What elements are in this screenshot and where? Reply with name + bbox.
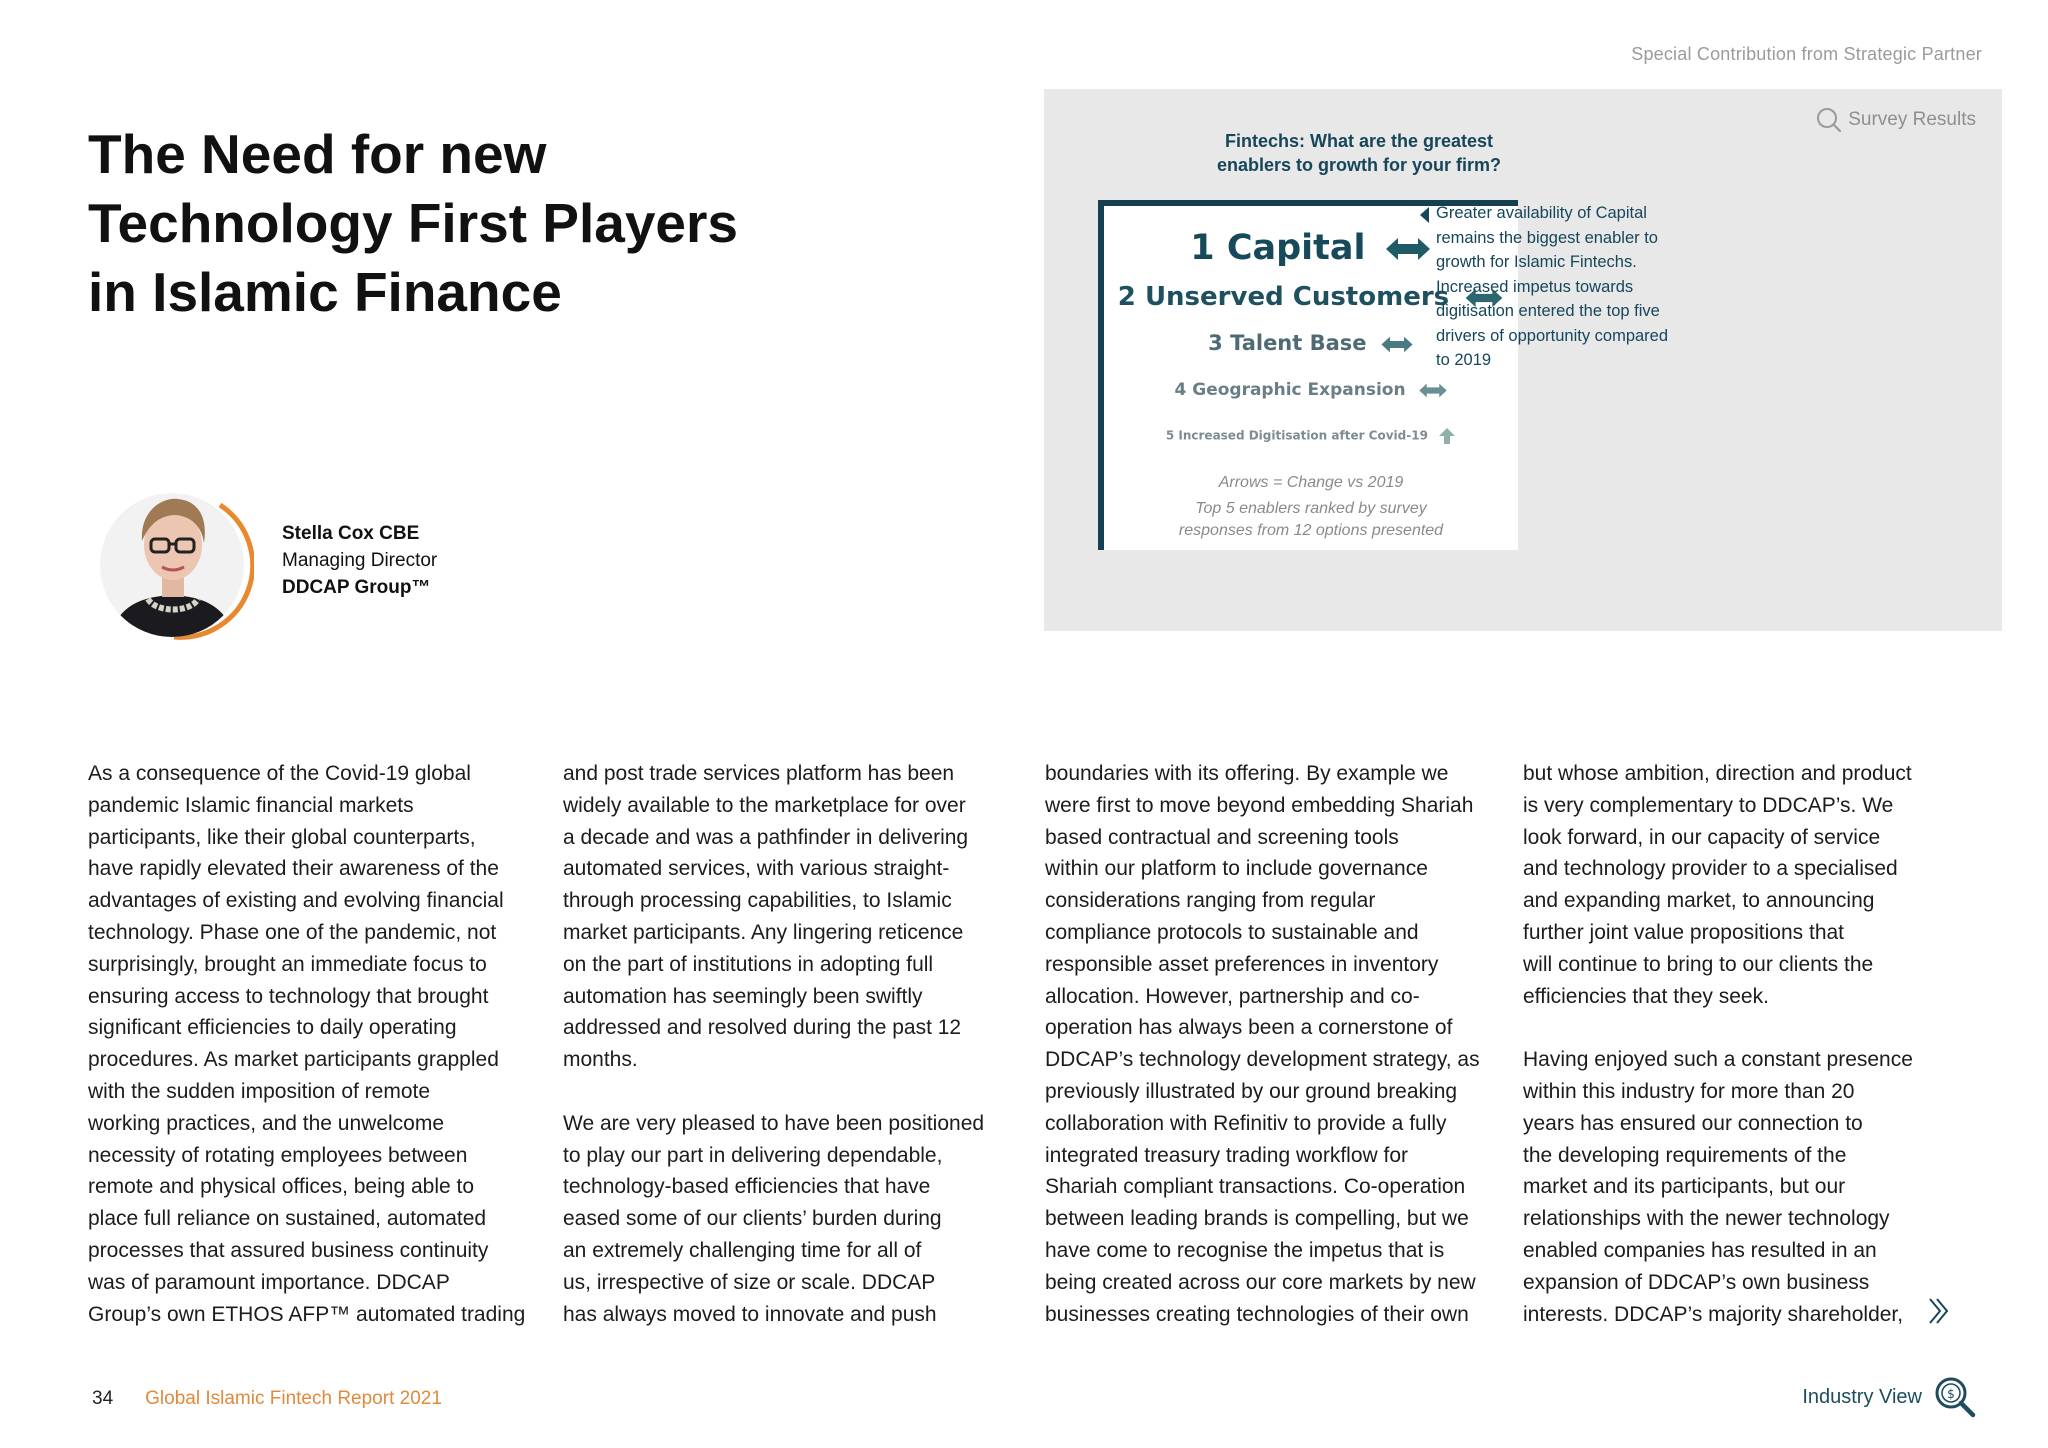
paragraph bbox=[1523, 1044, 1983, 1330]
footer-left bbox=[92, 1388, 442, 1410]
text-line: As a consequence of the Covid-19 global bbox=[88, 762, 471, 785]
text-line: look forward, in our capacity of service bbox=[1523, 825, 1881, 849]
text-line: relationships with the newer technology bbox=[1523, 1207, 1890, 1231]
survey-note bbox=[1436, 201, 1736, 373]
text-line: technology-based efficiencies that have bbox=[563, 1175, 931, 1199]
text-line: is very complementary to DDCAP’s. We bbox=[1523, 793, 1894, 817]
author-block bbox=[282, 520, 437, 601]
text-line: were first to move beyond embedding Shariah bbox=[1045, 793, 1474, 817]
survey-tag bbox=[1816, 107, 1976, 133]
text-line: within our platform to include governance bbox=[1045, 857, 1428, 881]
rank-label: 5 Increased Digitisation after Covid-19 bbox=[1165, 428, 1428, 443]
body-column-2 bbox=[563, 758, 1023, 1330]
text-line: eased some of our clients’ burden during bbox=[563, 1207, 942, 1231]
body-column-1 bbox=[88, 758, 548, 1330]
body-column-4 bbox=[1523, 758, 1983, 1330]
text-line: allocation. However, partnership and co- bbox=[1045, 984, 1420, 1008]
rank-label: 4 Geographic Expansion bbox=[1174, 380, 1406, 400]
text-line: on the part of institutions in adopting full bbox=[563, 952, 934, 976]
text-line: previously illustrated by our ground breaking bbox=[1045, 1079, 1458, 1103]
note-line: drivers of opportunity compared bbox=[1436, 326, 1669, 345]
question-line: Fintechs: What are the greatest bbox=[1224, 131, 1494, 151]
author-company: DDCAP Group™ bbox=[282, 577, 431, 598]
text-line: was of paramount importance. DDCAP bbox=[88, 1270, 450, 1294]
page-number: 34 bbox=[92, 1388, 114, 1409]
paragraph bbox=[1523, 758, 1983, 1012]
text-line: market participants. Any lingering reticence bbox=[563, 920, 964, 944]
text-line: Group’s own ETHOS AFP™ automated trading bbox=[88, 1302, 526, 1326]
text-line: has always moved to innovate and push bbox=[563, 1302, 937, 1326]
survey-panel bbox=[1044, 89, 2002, 631]
text-line: DDCAP’s technology development strategy, as bbox=[1045, 1048, 1480, 1072]
rank-label: 2 Unserved Customers bbox=[1117, 282, 1450, 312]
text-line: ensuring access to technology that brought bbox=[88, 984, 489, 1008]
paragraph bbox=[88, 758, 548, 1330]
text-line: market and its participants, but our bbox=[1523, 1175, 1846, 1199]
question-line: enablers to growth for your firm? bbox=[1216, 155, 1502, 175]
rank-label: 1 Capital bbox=[1190, 228, 1366, 268]
text-line: working practices, and the unwelcome bbox=[88, 1111, 445, 1135]
rank-label: 3 Talent Base bbox=[1208, 331, 1367, 355]
paragraph bbox=[563, 758, 1023, 1076]
text-line: being created across our core markets by new bbox=[1045, 1270, 1476, 1294]
text-line: operation has always been a cornerstone of bbox=[1045, 1016, 1453, 1040]
text-line: place full reliance on sustained, automated bbox=[88, 1207, 487, 1231]
text-line: with the sudden imposition of remote bbox=[88, 1079, 431, 1103]
text-line: remote and physical offices, being able to bbox=[88, 1175, 475, 1199]
text-line: procedures. As market participants grappled bbox=[88, 1048, 499, 1072]
pointer-triangle-icon bbox=[1420, 207, 1429, 223]
text-line: enabled companies has resulted in an bbox=[1523, 1238, 1877, 1262]
text-line: collaboration with Refinitiv to provide a fully bbox=[1045, 1111, 1447, 1135]
rank-item bbox=[1104, 427, 1518, 445]
author-avatar bbox=[98, 487, 254, 643]
text-line: Having enjoyed such a constant presence bbox=[1523, 1048, 1913, 1072]
text-line: years has ensured our connection to bbox=[1523, 1111, 1863, 1135]
title-line: The Need for new bbox=[88, 123, 547, 185]
text-line: the developing requirements of the bbox=[1523, 1143, 1847, 1167]
text-line: integrated treasury trading workflow for bbox=[1045, 1143, 1408, 1167]
text-line: an extremely challenging time for all of bbox=[563, 1238, 922, 1262]
section-note: Special Contribution from Strategic Partner bbox=[1631, 44, 1982, 64]
double-arrow-icon bbox=[1380, 335, 1414, 354]
body-column-3 bbox=[1045, 758, 1505, 1330]
author-role: Managing Director bbox=[282, 550, 438, 571]
note-line: remains the biggest enabler to bbox=[1436, 228, 1658, 247]
double-arrow-icon bbox=[1418, 382, 1448, 399]
text-line: interests. DDCAP’s majority shareholder, bbox=[1523, 1302, 1904, 1326]
text-line: widely available to the marketplace for over bbox=[563, 793, 966, 817]
text-line: and post trade services platform has been bbox=[563, 762, 955, 785]
text-line: and technology provider to a specialised bbox=[1523, 857, 1898, 881]
text-line: considerations ranging from regular bbox=[1045, 889, 1376, 913]
text-line: but whose ambition, direction and product bbox=[1523, 762, 1912, 785]
text-line: processes that assured business continuity bbox=[88, 1238, 489, 1262]
text-line: months. bbox=[563, 1048, 638, 1072]
text-line: based contractual and screening tools bbox=[1045, 825, 1399, 849]
text-line: necessity of rotating employees between bbox=[88, 1143, 468, 1167]
magnifier-coin-icon bbox=[1934, 1376, 1976, 1418]
text-line: technology. Phase one of the pandemic, not bbox=[88, 920, 497, 944]
text-line: and expanding market, to announcing bbox=[1523, 889, 1875, 913]
text-line: expansion of DDCAP’s own business bbox=[1523, 1270, 1870, 1294]
text-line: pandemic Islamic financial markets bbox=[88, 793, 414, 817]
text-line: surprisingly, brought an immediate focus to bbox=[88, 952, 487, 976]
text-line: significant efficiencies to daily operating bbox=[88, 1016, 457, 1040]
text-line: We are very pleased to have been positioned bbox=[563, 1111, 985, 1135]
magnifier-icon bbox=[1816, 107, 1842, 133]
text-line: businesses creating technologies of their own bbox=[1045, 1302, 1469, 1326]
text-line: through processing capabilities, to Islamic bbox=[563, 889, 952, 913]
legend-text: Arrows = Change vs 2019 bbox=[1218, 474, 1404, 491]
legend-line: responses from 12 options presented bbox=[1178, 522, 1444, 539]
text-line: responsible asset preferences in inventory bbox=[1045, 952, 1439, 976]
text-line: have come to recognise the impetus that is bbox=[1045, 1238, 1445, 1262]
text-line: boundaries with its offering. By example we bbox=[1045, 762, 1449, 785]
text-line: addressed and resolved during the past 12 bbox=[563, 1016, 962, 1040]
text-line: Shariah compliant transactions. Co-operation bbox=[1045, 1175, 1466, 1199]
text-line: efficiencies that they seek. bbox=[1523, 984, 1769, 1008]
survey-tag-label: Survey Results bbox=[1848, 109, 1976, 130]
rank-item bbox=[1104, 380, 1518, 400]
text-line: to play our part in delivering dependable, bbox=[563, 1143, 943, 1167]
legend-line: Top 5 enablers ranked by survey bbox=[1195, 500, 1427, 517]
text-line: have rapidly elevated their awareness of the bbox=[88, 857, 499, 881]
paragraph bbox=[1045, 758, 1505, 1330]
double-chevron-right-icon[interactable] bbox=[1926, 1296, 1952, 1326]
svg-text:$: $ bbox=[1947, 1387, 1955, 1401]
note-line: growth for Islamic Fintechs. bbox=[1436, 253, 1637, 271]
text-line: compliance protocols to sustainable and bbox=[1045, 920, 1419, 944]
text-line: will continue to bring to our clients the bbox=[1523, 952, 1874, 976]
title-line: in Islamic Finance bbox=[88, 261, 562, 323]
section-label: Industry View bbox=[1802, 1385, 1922, 1408]
note-line: Increased impetus towards bbox=[1436, 277, 1634, 296]
title-line: Technology First Players bbox=[88, 192, 739, 254]
text-line: automated services, with various straight- bbox=[563, 857, 950, 881]
footer-right bbox=[1802, 1376, 1976, 1418]
text-line: us, irrespective of size or scale. DDCAP bbox=[563, 1270, 936, 1294]
text-line: between leading brands is compelling, but we bbox=[1045, 1207, 1469, 1231]
text-line: further joint value propositions that bbox=[1523, 920, 1845, 944]
note-line: to 2019 bbox=[1436, 351, 1492, 369]
note-line: Greater availability of Capital bbox=[1436, 204, 1647, 222]
up-arrow-icon bbox=[1438, 427, 1456, 445]
text-line: participants, like their global counterparts, bbox=[88, 825, 476, 849]
double-arrow-icon bbox=[1384, 236, 1432, 262]
paragraph bbox=[563, 1108, 1023, 1331]
author-name: Stella Cox CBE bbox=[282, 523, 420, 544]
text-line: within this industry for more than 20 bbox=[1523, 1079, 1855, 1103]
note-line: digitisation entered the top five bbox=[1436, 302, 1660, 320]
text-line: advantages of existing and evolving financial bbox=[88, 889, 504, 913]
text-line: a decade and was a pathfinder in delivering bbox=[563, 825, 969, 849]
legend-text bbox=[1104, 498, 1518, 542]
page-title bbox=[88, 120, 739, 327]
report-title: Global Islamic Fintech Report 2021 bbox=[145, 1388, 442, 1409]
survey-question bbox=[1144, 129, 1574, 177]
text-line: automation has seemingly been swiftly bbox=[563, 984, 923, 1008]
